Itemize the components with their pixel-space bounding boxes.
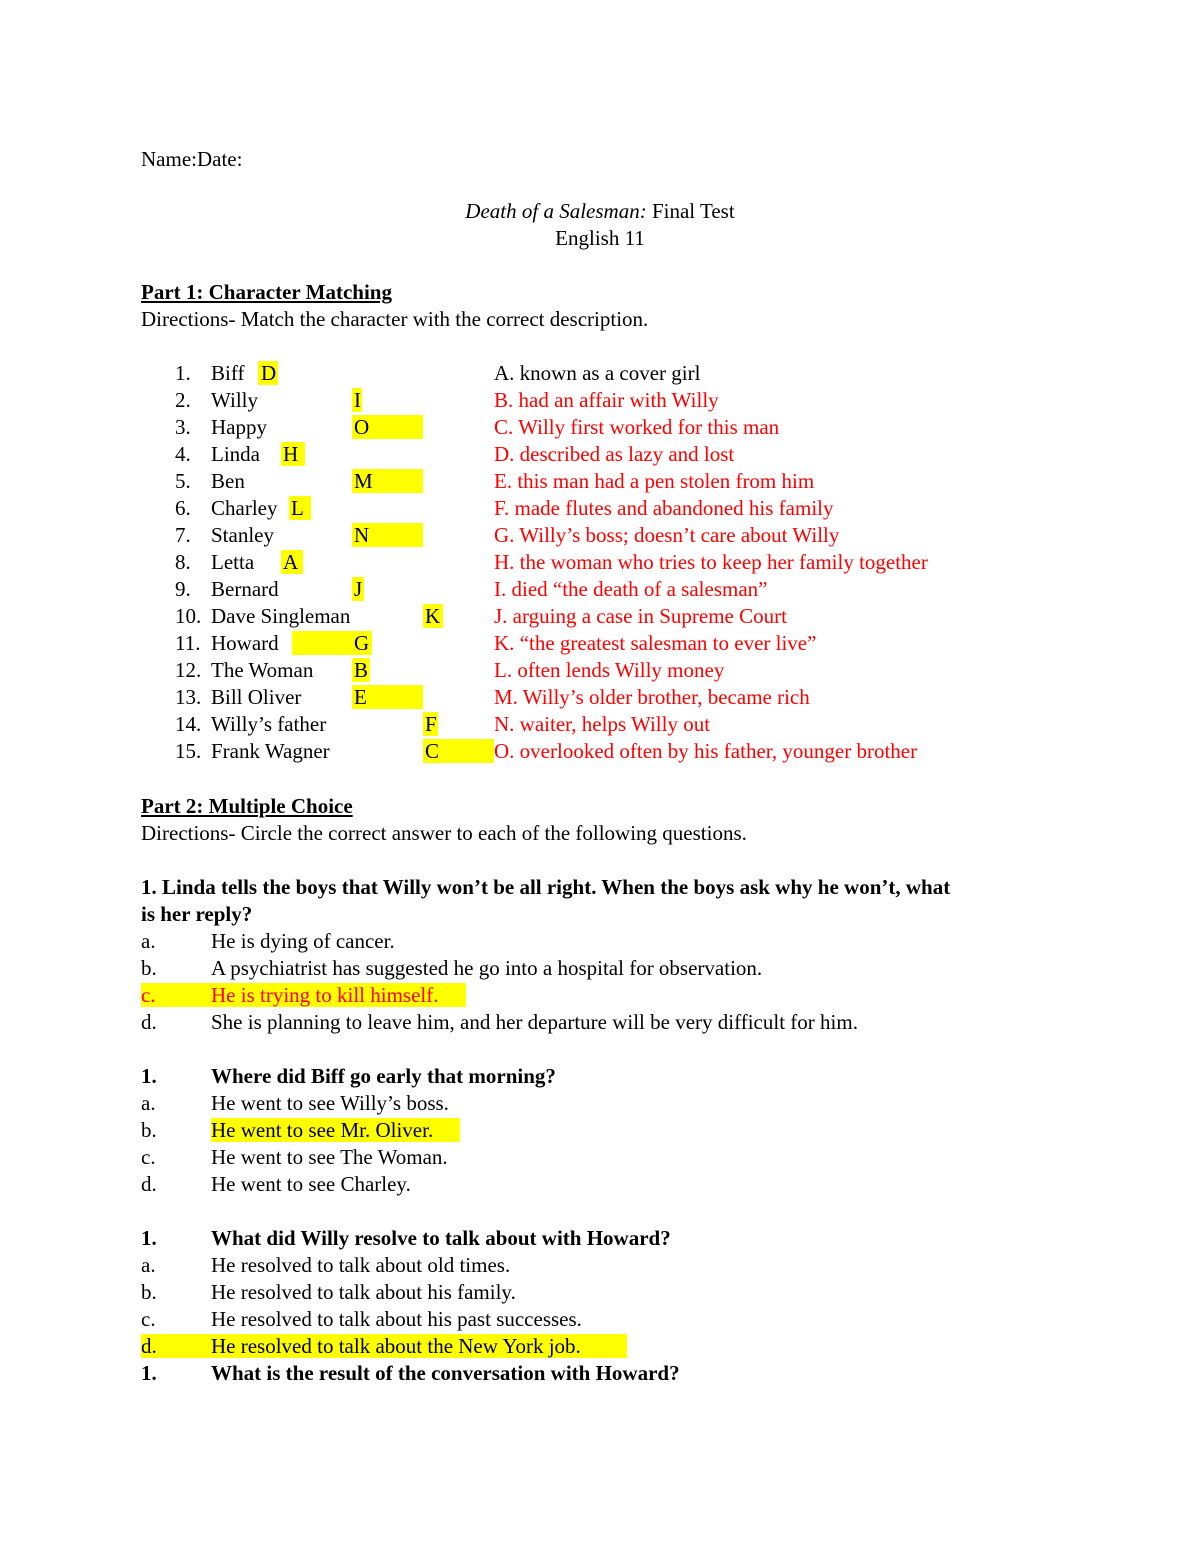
option-text-correct: He is trying to kill himself. [211, 983, 439, 1007]
description-item: F. made flutes and abandoned his family [494, 496, 834, 520]
option-letter: b. [141, 1280, 157, 1304]
option-letter: d. [141, 1010, 157, 1034]
character-number: 3. [175, 415, 191, 439]
part1-heading: Part 1: Character Matching [141, 280, 392, 304]
option-letter: a. [141, 929, 156, 953]
character-name: Willy [211, 388, 258, 412]
question-3-number: 1. [141, 1226, 157, 1250]
option-letter: c. [141, 1145, 156, 1169]
character-number: 6. [175, 496, 191, 520]
question-2-text: Where did Biff go early that morning? [211, 1064, 556, 1088]
character-answer: G [354, 631, 370, 655]
part2-heading: Part 2: Multiple Choice [141, 794, 353, 818]
description-item: J. arguing a case in Supreme Court [494, 604, 787, 628]
character-name: Willy’s father [211, 712, 327, 736]
question-3-text: What did Willy resolve to talk about with Howard? [211, 1226, 671, 1250]
character-name: Biff [211, 361, 245, 385]
character-answer: H [283, 442, 299, 466]
character-number: 1. [175, 361, 191, 385]
description-item: N. waiter, helps Willy out [494, 712, 711, 736]
character-answer: L [291, 496, 304, 520]
option-text: He went to see Charley. [211, 1172, 411, 1196]
character-number: 13. [175, 685, 202, 709]
option-text: He resolved to talk about his family. [211, 1280, 516, 1304]
character-name: Frank Wagner [211, 739, 330, 763]
option-text: He went to see The Woman. [211, 1145, 448, 1169]
character-number: 7. [175, 523, 191, 547]
question-1-line2: is her reply? [141, 902, 253, 926]
option-text: He is dying of cancer. [211, 929, 395, 953]
character-number: 2. [175, 388, 191, 412]
question-4-number: 1. [141, 1361, 157, 1385]
part1-directions: Directions- Match the character with the correct description. [141, 307, 649, 331]
character-answer: E [354, 685, 367, 709]
page-title [0, 198, 1200, 225]
description-item: D. described as lazy and lost [494, 442, 735, 466]
description-item: B. had an affair with Willy [494, 388, 719, 412]
option-text: He went to see Willy’s boss. [211, 1091, 449, 1115]
character-name: Happy [211, 415, 267, 439]
name-date-line: Name:Date: [141, 147, 243, 171]
character-answer: B [354, 658, 369, 682]
description-item: I. died “the death of a salesman” [494, 577, 768, 601]
description-item: H. the woman who tries to keep her family together [494, 550, 928, 574]
character-name: Ben [211, 469, 245, 493]
option-text: A psychiatrist has suggested he go into a hospital for observation. [211, 956, 763, 980]
question-4-text: What is the result of the conversation with Howard? [211, 1361, 680, 1385]
character-name: The Woman [211, 658, 314, 682]
part2-directions: Directions- Circle the correct answer to each of the following questions. [141, 821, 747, 845]
option-letter: a. [141, 1253, 156, 1277]
character-answer: I [354, 388, 361, 412]
option-text-correct: He went to see Mr. Oliver. [211, 1118, 434, 1142]
description-item: C. Willy first worked for this man [494, 415, 780, 439]
character-number: 10. [175, 604, 202, 628]
character-name: Linda [211, 442, 260, 466]
option-letter: d. [141, 1334, 157, 1358]
character-name: Dave Singleman [211, 604, 351, 628]
character-number: 4. [175, 442, 191, 466]
option-text: She is planning to leave him, and her departure will be very difficult for him. [211, 1010, 858, 1034]
option-letter: d. [141, 1172, 157, 1196]
title-italic: Death of a Salesman: [465, 199, 647, 223]
option-letter: c. [141, 1307, 156, 1331]
character-number: 5. [175, 469, 191, 493]
question-2-number: 1. [141, 1064, 157, 1088]
description-item: K. “the greatest salesman to ever live” [494, 631, 817, 655]
option-letter: c. [141, 983, 156, 1007]
character-number: 11. [175, 631, 201, 655]
character-answer: N [354, 523, 370, 547]
description-item: L. often lends Willy money [494, 658, 725, 682]
option-text: He resolved to talk about old times. [211, 1253, 511, 1277]
character-number: 14. [175, 712, 202, 736]
title-rest: Final Test [646, 199, 735, 223]
description-item: E. this man had a pen stolen from him [494, 469, 815, 493]
character-name: Bill Oliver [211, 685, 302, 709]
character-answer: D [261, 361, 277, 385]
option-letter: a. [141, 1091, 156, 1115]
description-item: A. known as a cover girl [494, 361, 701, 385]
character-answer: M [354, 469, 373, 493]
description-item: M. Willy’s older brother, became rich [494, 685, 810, 709]
character-name: Charley [211, 496, 278, 520]
character-number: 9. [175, 577, 191, 601]
page-subtitle: English 11 [555, 226, 645, 250]
character-answer: A [283, 550, 299, 574]
character-name: Stanley [211, 523, 274, 547]
option-text: He resolved to talk about his past successes. [211, 1307, 582, 1331]
character-answer: O [354, 415, 370, 439]
description-item: G. Willy’s boss; doesn’t care about Willy [494, 523, 840, 547]
character-name: Bernard [211, 577, 279, 601]
character-number: 15. [175, 739, 202, 763]
description-item: O. overlooked often by his father, younger brother [494, 739, 918, 763]
option-letter: b. [141, 1118, 157, 1142]
character-answer: K [425, 604, 441, 628]
character-name: Howard [211, 631, 279, 655]
character-number: 8. [175, 550, 191, 574]
question-1-line1: 1. Linda tells the boys that Willy won’t be all right. When the boys ask why he won’t, what [141, 875, 951, 899]
option-letter: b. [141, 956, 157, 980]
character-answer: J [354, 577, 363, 601]
character-name: Letta [211, 550, 255, 574]
character-number: 12. [175, 658, 202, 682]
character-answer: F [425, 712, 437, 736]
option-text-correct: He resolved to talk about the New York job. [211, 1334, 581, 1358]
character-answer: C [425, 739, 440, 763]
